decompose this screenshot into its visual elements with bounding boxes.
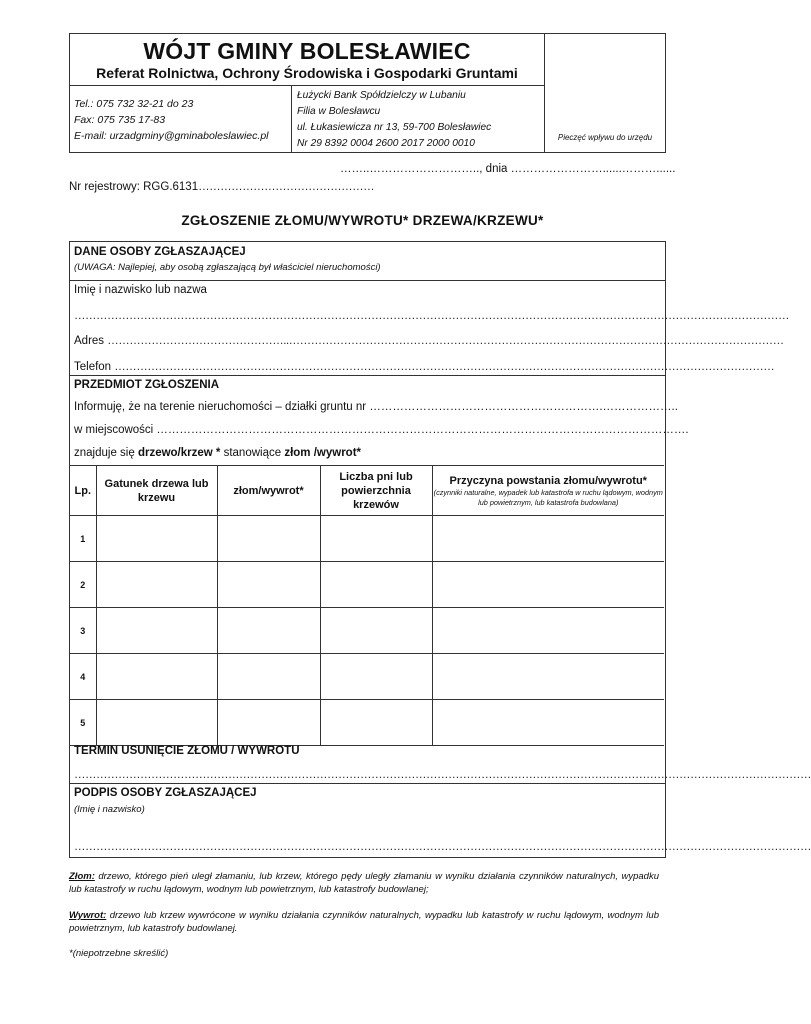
type-cell[interactable] <box>217 700 320 746</box>
row-number: 1 <box>70 516 96 562</box>
species-cell[interactable] <box>96 516 217 562</box>
section-signature-note: (Imię i nazwisko) <box>74 804 145 815</box>
registry-dots: ………………………………………… <box>198 181 375 193</box>
contact-info <box>70 86 292 152</box>
cause-cell[interactable] <box>432 700 664 746</box>
section-subject-title: PRZEDMIOT ZGŁOSZENIA <box>74 379 220 391</box>
bank-account: Nr 29 8392 0004 2600 2017 2000 0010 <box>297 138 475 149</box>
section-person-note: (UWAGA: Najlepiej, aby osobą zgłaszającą był właściciel nieruchomości) <box>74 262 381 273</box>
registry-prefix: Nr rejestrowy: RGG.6131 <box>69 181 199 193</box>
header-type: złom/wywrot* <box>217 466 320 516</box>
cause-cell[interactable] <box>432 516 664 562</box>
table-row <box>70 562 664 608</box>
office-title: WÓJT GMINY BOLESŁAWIEC <box>143 38 471 64</box>
contact-email: E-mail: urzadgminy@gminaboleslawiec.pl <box>74 130 269 142</box>
species-cell[interactable] <box>96 700 217 746</box>
table-row <box>70 516 664 562</box>
species-cell[interactable] <box>96 562 217 608</box>
bank-name: Łużycki Bank Spółdzielczy w Lubaniu <box>297 90 466 101</box>
count-cell[interactable] <box>320 608 432 654</box>
cause-cell[interactable] <box>432 608 664 654</box>
header-count: Liczba pni lub powierzchnia krzewów <box>320 466 432 516</box>
header-box <box>69 33 666 153</box>
bank-branch: Filia w Bolesławcu <box>297 106 381 117</box>
footnote-wywrot-text: drzewo lub krzew wywrócone w wyniku działania czynników naturalnych, wypadku lub katastrofy w ruchu lądowym, wodnym lub powietrznym, lub katastrofy budowlanej. <box>69 910 659 934</box>
footnote-zlom-text: drzewo, którego pień uległ złamaniu, lub krzew, którego pędy uległy złamaniu w wyniku działania czynników naturalnych, wypadku lub katastrofy w ruchu lądowym, wodnym lub powietrznym, lub katastrofy budowlanej; <box>69 871 659 895</box>
contact-phone: Tel.: 075 732 32-21 do 23 <box>74 98 194 110</box>
cause-cell[interactable] <box>432 654 664 700</box>
removal-date-field[interactable]: ………………………………………………………………………………………………………………………………………………………………………………… <box>74 769 811 781</box>
form-title: ZGŁOSZENIE ZŁOMU/WYWROTU* DRZEWA/KRZEWU* <box>181 213 544 228</box>
table-header-row <box>70 466 664 516</box>
break-uproot-choice[interactable]: złom /wywrot* <box>284 447 362 459</box>
form-box <box>69 241 811 858</box>
row-number: 3 <box>70 608 96 654</box>
header-info <box>70 86 544 152</box>
table-row <box>70 608 664 654</box>
place-date-field[interactable]: ……..……………………….., dnia ……………………......………...... <box>340 163 676 175</box>
cause-cell[interactable] <box>432 562 664 608</box>
row-number: 5 <box>70 700 96 746</box>
subject-statement <box>74 447 664 459</box>
bank-info <box>292 86 544 152</box>
count-cell[interactable] <box>320 654 432 700</box>
species-cell[interactable] <box>96 654 217 700</box>
section-removal-title: TERMIN USUNIĘCIE ZŁOMU / WYWROTU <box>74 745 300 757</box>
phone-label: Telefon <box>74 361 112 373</box>
footnote-zlom <box>69 870 659 896</box>
section-divider <box>70 375 665 376</box>
row-number: 4 <box>70 654 96 700</box>
section-divider <box>70 783 665 784</box>
header-cause-title: Przyczyna powstania złomu/wywrotu* <box>449 474 647 487</box>
stamp-label: Pieczęć wpływu do urzędu <box>557 133 653 142</box>
type-cell[interactable] <box>217 608 320 654</box>
name-field[interactable]: …………………………………………………………………………………………………………………………………………………………………………… <box>74 310 789 322</box>
name-label: Imię i nazwisko lub nazwa <box>74 284 207 296</box>
footnote-strike: *(niepotrzebne skreślić) <box>69 948 169 959</box>
row-number: 2 <box>70 562 96 608</box>
signature-field[interactable]: ………………………………………………………………………………………………………………………………………………………………………………… <box>74 841 811 853</box>
section-signature-title: PODPIS OSOBY ZGŁASZAJĄCEJ <box>74 787 257 799</box>
header-cause-note: (czynniki naturalne, wypadek lub katastrofa w ruchu lądowym, wodnym lub powietrznym, lub katastrofa budowlana) <box>433 487 663 507</box>
stamp-box <box>545 34 665 152</box>
tree-shrub-choice[interactable]: drzewo/krzew * <box>137 447 221 459</box>
contact-fax: Fax: 075 735 17-83 <box>74 114 166 126</box>
divider <box>70 280 665 281</box>
header-title-block <box>70 34 544 86</box>
count-cell[interactable] <box>320 562 432 608</box>
section-person-title: DANE OSOBY ZGŁASZAJĄCEJ <box>74 246 246 258</box>
phone-dots: ……………………………………………………………………………………………………………………………………………………………… <box>114 361 775 373</box>
registry-number-field[interactable] <box>69 181 374 193</box>
address-label: Adres <box>74 335 105 347</box>
address-dots: …………………………………………..……………………………………………………………………………………………………………………… <box>107 335 784 347</box>
parcel-field[interactable]: Informuję, że na terenie nieruchomości – działki gruntu nr …………………………………………………….……………….. <box>74 401 678 413</box>
header-main <box>70 34 545 152</box>
locality-field[interactable]: w miejscowości …………………………………………………………………………………………………………………………. <box>74 424 689 436</box>
header-cause <box>432 466 664 516</box>
trees-table <box>70 465 664 746</box>
header-lp: Lp. <box>70 466 96 516</box>
species-cell[interactable] <box>96 608 217 654</box>
statement-part-1: znajduje się <box>74 447 138 459</box>
type-cell[interactable] <box>217 654 320 700</box>
count-cell[interactable] <box>320 516 432 562</box>
footnote-wywrot <box>69 909 659 935</box>
department-subtitle: Referat Rolnictwa, Ochrony Środowiska i Gospodarki Gruntami <box>96 65 518 81</box>
header-species: Gatunek drzewa lub krzewu <box>96 466 217 516</box>
type-cell[interactable] <box>217 516 320 562</box>
statement-part-2: stanowiące <box>220 447 285 459</box>
table-row <box>70 700 664 746</box>
count-cell[interactable] <box>320 700 432 746</box>
address-field[interactable] <box>74 335 784 347</box>
bank-address: ul. Łukasiewicza nr 13, 59-700 Bolesławiec <box>297 122 492 133</box>
table-row <box>70 654 664 700</box>
phone-field[interactable] <box>74 361 775 373</box>
footnote-zlom-term: Złom: <box>69 871 95 882</box>
type-cell[interactable] <box>217 562 320 608</box>
footnote-wywrot-term: Wywrot: <box>69 910 107 921</box>
